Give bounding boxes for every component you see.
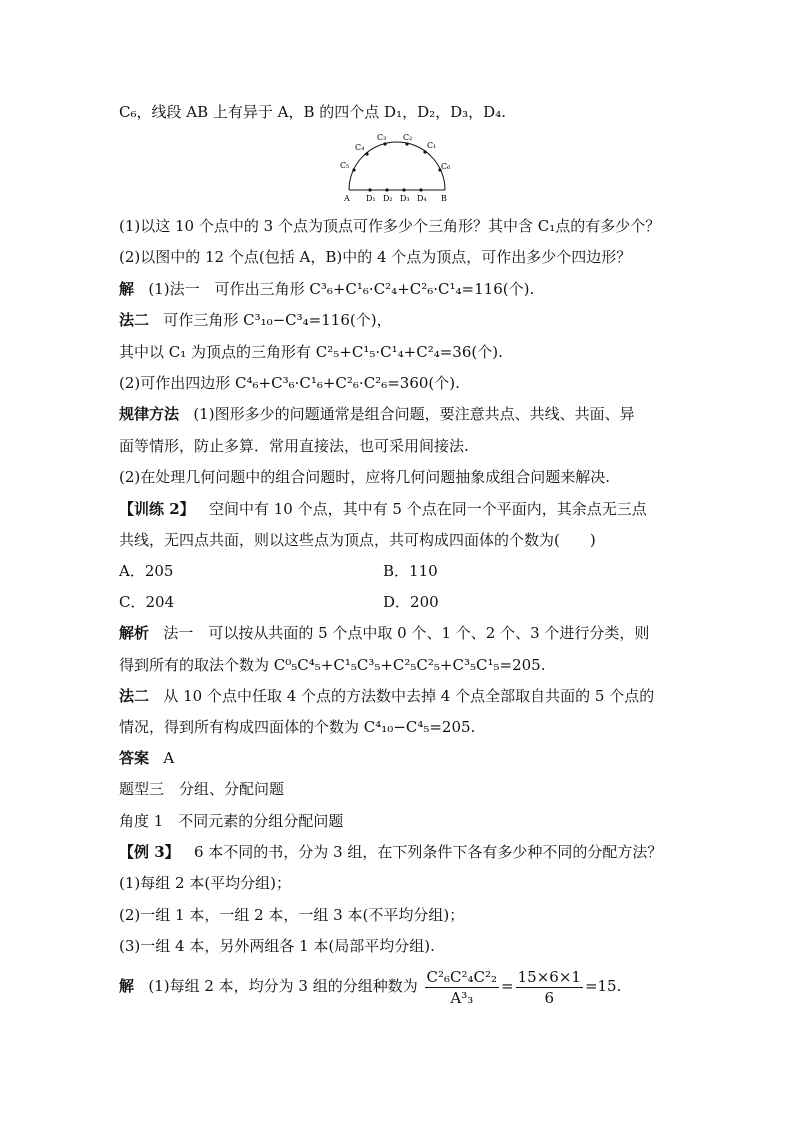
- final-solution-text: (1)每组 2 本，均分为 3 组的分组种数为: [148, 977, 418, 995]
- fraction-1-numerator: C²₆C²₄C²₂: [426, 967, 498, 986]
- option-c: C．204: [119, 593, 175, 611]
- final-result: =15.: [584, 977, 622, 995]
- method-2-label: 法二: [119, 311, 150, 329]
- training-label: 【训练 2】: [119, 500, 195, 518]
- fraction-1-denominator: A³₃: [450, 988, 474, 1007]
- method-2-text: 可作三角形 C³₁₀−C³₄=116(个)，: [163, 311, 392, 329]
- analysis-1: [119, 623, 649, 643]
- label-d1: D₁: [366, 194, 376, 203]
- method-2: [119, 310, 392, 330]
- training-text: 空间中有 10 个点，其中有 5 个点在同一个平面内，其余点无三点: [208, 500, 647, 518]
- training-text-2: 共线，无四点共面，则以这些点为顶点，共可构成四面体的个数为( ): [119, 531, 596, 549]
- analysis-2-text: 从 10 个点中任取 4 个点的方法数中去掉 4 个点全部取自共面的 5 个点的: [163, 687, 655, 705]
- fraction-2-denominator: 6: [544, 988, 555, 1007]
- label-c3: C₃: [377, 133, 387, 142]
- label-d3: D₃: [400, 194, 410, 203]
- question-1: (1)以这 10 个点中的 3 个点为顶点可作多少个三角形？其中含 C₁点的有多少个？: [119, 217, 661, 235]
- analysis-text-1b: 得到所有的取法个数为 C⁰₅C⁴₅+C¹₅C³₅+C²₅C²₅+C³₅C¹₅=205.: [119, 656, 546, 674]
- rule-label: 规律方法: [119, 405, 180, 423]
- analysis-2: [119, 686, 654, 706]
- example-3-label: 【例 3】: [119, 843, 180, 861]
- solution-1: [119, 279, 534, 299]
- example-item-2: (2)一组 1 本，一组 2 本，一组 3 本(不平均分组)；: [119, 906, 465, 924]
- answer-value: A: [163, 749, 175, 767]
- analysis-label: 解析: [119, 624, 150, 642]
- analysis-text-1: 法一 可以按从共面的 5 个点中取 0 个、1 个、2 个、3 个进行分类，则: [163, 624, 650, 642]
- label-d4: D₄: [417, 194, 427, 203]
- example-3-text: 6 本不同的书，分为 3 组，在下列条件下各有多少种不同的分配方法？: [193, 843, 663, 861]
- option-b: B．110: [383, 562, 438, 580]
- fraction-1: [425, 968, 500, 1007]
- fraction-2: [516, 968, 583, 1007]
- rule-text-1b: 面等情形，防止多算．常用直接法，也可采用间接法.: [119, 437, 469, 455]
- final-solution: 解 (1)每组 2 本，均分为 3 组的分组种数为 $\frac{\text{C²₆C²₄C²₂}}{\text{A³₃}}$ = $\frac{15\times 6\times 1}{6}$ =15.: [119, 967, 622, 1007]
- option-a: A．205: [119, 562, 174, 580]
- analysis-2-label: 法二: [119, 687, 150, 705]
- fraction-2-numerator: 15×6×1: [517, 967, 581, 986]
- answer-label: 答案: [119, 749, 150, 767]
- text-line-intro-end: C₆，线段 AB 上有异于 A，B 的四个点 D₁，D₂，D₃，D₄.: [119, 103, 506, 121]
- solution-label: 解: [119, 280, 135, 298]
- option-d: D．200: [383, 593, 439, 611]
- angle-1-heading: 角度 1 不同元素的分组分配问题: [119, 812, 344, 830]
- label-a: A: [344, 194, 350, 203]
- question-2: (2)以图中的 12 个点(包括 A，B)中的 4 个点为顶点，可作出多少个四边形？: [119, 248, 632, 266]
- label-c4: C₄: [355, 143, 365, 152]
- example-item-3: (3)一组 4 本，另外两组各 1 本(局部平均分组).: [119, 937, 435, 955]
- c1-count: 其中以 C₁ 为顶点的三角形有 C²₅+C¹₅·C¹₄+C²₄=36(个).: [119, 343, 503, 361]
- section-type-3: 题型三 分组、分配问题: [119, 780, 285, 798]
- final-solution-label: 解: [119, 977, 135, 995]
- example-item-1: (1)每组 2 本(平均分组)；: [119, 874, 292, 892]
- answer: [119, 748, 174, 768]
- label-c5: C₅: [340, 161, 350, 170]
- rule-text-2: (2)在处理几何问题中的组合问题时，应将几何问题抽象成组合问题来解决.: [119, 468, 611, 486]
- example-3: [119, 842, 662, 862]
- solution-2: (2)可作出四边形 C⁴₆+C³₆·C¹₆+C²₆·C²₆=360(个).: [119, 374, 460, 392]
- label-b: B: [441, 194, 447, 203]
- label-c1: C₁: [427, 141, 437, 150]
- rule-method-1: [119, 404, 635, 424]
- label-c6: C₆: [441, 162, 451, 171]
- training-2: [119, 499, 647, 519]
- solution-1-text: (1)法一 可作出三角形 C³₆+C¹₆·C²₄+C²₆·C¹₄=116(个).: [148, 280, 535, 298]
- analysis-2-text-b: 情况，得到所有构成四面体的个数为 C⁴₁₀−C⁴₅=205.: [119, 718, 476, 736]
- label-d2: D₂: [383, 194, 393, 203]
- semicircle-figure: [337, 130, 457, 205]
- label-c2: C₂: [403, 133, 413, 142]
- rule-text-1: (1)图形多少的问题通常是组合问题，要注意共点、共线、共面、异: [193, 405, 635, 423]
